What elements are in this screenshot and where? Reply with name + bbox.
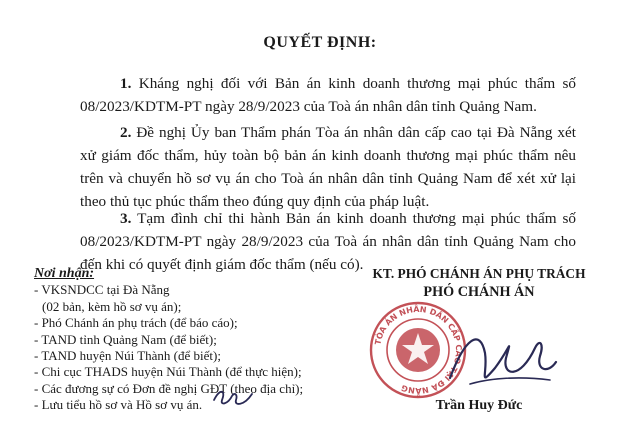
item-number: 2. [120,124,132,141]
item-text: Tạm đình chỉ thi hành Bản án kinh doanh thương mại phúc thẩm số 08/2023/KDTM-PT ngày 28/9/2023 của Toà án nhân dân tỉnh Quảng Nam cho đến khi có quyết định giám đốc thẩm (nếu có). [80,210,576,273]
recipient-item: - TAND huyện Núi Thành (để biết); [34,348,221,364]
svg-text:TÒA ÁN NHÂN DÂN CẤP CAO TẠI ĐÀ: TÒA ÁN NHÂN DÂN CẤP CAO TẠI ĐÀ NẴNG [373,304,464,396]
recipient-item: - VKSNDCC tại Đà Nẵng [34,282,170,298]
recipient-item: - Lưu tiểu hồ sơ và Hồ sơ vụ án. [34,397,203,413]
initials-mark [210,384,256,410]
item-text: Đề nghị Ủy ban Thẩm phán Tòa án nhân dân cấp cao tại Đà Nẵng xét xử giám đốc thẩm, hủy toàn bộ bản án kinh doanh thương mại phúc thẩm nêu trên và chuyển hồ sơ vụ án cho Toà án nhân dân tỉnh Quảng Nam để xét xử lại theo thủ tục phúc thẩm theo đúng quy định của pháp luật. [80,124,576,210]
item-text: Kháng nghị đối với Bản án kinh doanh thương mại phúc thẩm số 08/2023/KDTM-PT ngày 28/9/2023 của Toà án nhân dân tỉnh Quảng Nam. [80,75,576,115]
recipients-list [34,266,334,414]
recipient-item: - Chi cục THADS huyện Núi Thành (để thực hiện); [34,364,302,380]
item-number: 3. [120,210,132,227]
handwritten-signature [440,318,560,398]
recipient-item: - Phó Chánh án phụ trách (để báo cáo); [34,315,238,331]
signer-authority: KT. PHÓ CHÁNH ÁN PHỤ TRÁCH [372,266,586,281]
recipient-item: (02 bản, kèm hồ sơ vụ án); [42,298,182,314]
item-number: 1. [120,75,132,92]
signer-title: PHÓ CHÁNH ÁN [423,284,535,300]
decision-item-2 [80,121,576,213]
recipients-heading: Nơi nhận: [34,266,95,281]
signer-name: Trần Huy Đức [435,398,523,413]
signature-block [344,266,614,301]
decision-item-1 [80,72,576,118]
recipient-item: - TAND tỉnh Quảng Nam (để biết); [34,331,217,347]
recipient-item: - Các đương sự có Đơn đề nghị GĐT (theo địa chỉ); [34,380,304,396]
decision-title: QUYẾT ĐỊNH: [263,34,377,51]
